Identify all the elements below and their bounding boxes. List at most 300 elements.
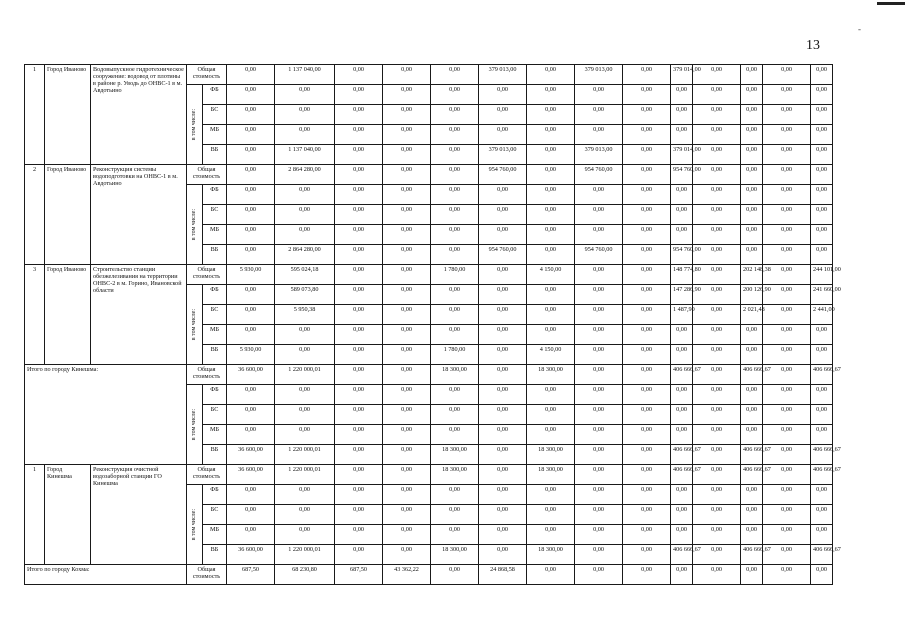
amount-cell: 0,00 — [383, 185, 431, 205]
amount-cell: 0,00 — [227, 525, 275, 545]
amount-cell: 0,00 — [335, 485, 383, 505]
amount-cell: 1 220 000,01 — [275, 365, 335, 385]
amount-cell: 0,00 — [275, 325, 335, 345]
amount-cell: 0,00 — [527, 325, 575, 345]
amount-cell: 0,00 — [575, 205, 623, 225]
amount-cell: 0,00 — [693, 165, 741, 185]
amount-cell: 18 300,00 — [431, 445, 479, 465]
amount-cell: 0,00 — [479, 225, 527, 245]
amount-cell: 2 864 280,00 — [275, 245, 335, 265]
including-label — [187, 85, 203, 165]
amount-cell: 954 760,00 — [575, 245, 623, 265]
amount-cell: 0,00 — [693, 305, 741, 325]
amount-cell: 0,00 — [335, 545, 383, 565]
amount-cell: 0,00 — [623, 225, 671, 245]
amount-cell: 687,50 — [335, 565, 383, 585]
amount-cell: 148 774,80 — [671, 265, 693, 285]
table-row — [25, 265, 882, 285]
amount-cell: 0,00 — [763, 245, 811, 265]
total-cost-label: Общая стоимость — [187, 65, 227, 85]
amount-cell: 0,00 — [671, 485, 693, 505]
row-index: 2 — [25, 165, 45, 265]
amount-cell: 0,00 — [811, 185, 833, 205]
amount-cell: 0,00 — [575, 265, 623, 285]
amount-cell: 0,00 — [227, 145, 275, 165]
amount-cell: 0,00 — [575, 425, 623, 445]
amount-cell: 0,00 — [383, 85, 431, 105]
project-description: Реконструкция системы водоподготовки на ОНВС-1 в м. Авдотьино — [91, 165, 187, 265]
amount-cell: 0,00 — [431, 425, 479, 445]
amount-cell: 0,00 — [693, 345, 741, 365]
amount-cell: 0,00 — [623, 545, 671, 565]
amount-cell: 0,00 — [527, 385, 575, 405]
amount-cell: 0,00 — [763, 85, 811, 105]
amount-cell: 0,00 — [383, 265, 431, 285]
amount-cell: 0,00 — [383, 225, 431, 245]
corner-mark: - — [858, 24, 861, 34]
amount-cell: 200 126,90 — [741, 285, 763, 305]
amount-cell: 0,00 — [527, 565, 575, 585]
amount-cell: 379 013,00 — [575, 145, 623, 165]
amount-cell: 0,00 — [431, 205, 479, 225]
amount-cell: 0,00 — [693, 205, 741, 225]
amount-cell: 0,00 — [383, 365, 431, 385]
table-row — [25, 165, 882, 185]
amount-cell: 0,00 — [811, 85, 833, 105]
amount-cell: 406 666,67 — [741, 445, 763, 465]
amount-cell: 0,00 — [671, 345, 693, 365]
amount-cell: 379 014,00 — [671, 145, 693, 165]
amount-cell: 0,00 — [575, 465, 623, 485]
amount-cell: 0,00 — [275, 85, 335, 105]
amount-cell: 0,00 — [575, 285, 623, 305]
amount-cell: 18 300,00 — [527, 545, 575, 565]
amount-cell: 24 868,58 — [479, 565, 527, 585]
amount-cell: 0,00 — [479, 525, 527, 545]
amount-cell: 0,00 — [811, 65, 833, 85]
amount-cell: 0,00 — [623, 285, 671, 305]
amount-cell: 0,00 — [575, 405, 623, 425]
amount-cell: 0,00 — [383, 65, 431, 85]
amount-cell: 0,00 — [811, 225, 833, 245]
amount-cell: 0,00 — [479, 265, 527, 285]
funding-source-label: ВБ — [203, 145, 227, 165]
amount-cell: 1 780,00 — [431, 265, 479, 285]
amount-cell: 0,00 — [275, 125, 335, 145]
amount-cell: 0,00 — [741, 565, 763, 585]
amount-cell: 0,00 — [227, 285, 275, 305]
amount-cell: 0,00 — [763, 485, 811, 505]
funding-source-label: ВБ — [203, 545, 227, 565]
amount-cell: 0,00 — [335, 265, 383, 285]
amount-cell: 0,00 — [335, 125, 383, 145]
amount-cell: 0,00 — [335, 185, 383, 205]
amount-cell: 0,00 — [575, 485, 623, 505]
amount-cell: 0,00 — [275, 405, 335, 425]
amount-cell: 0,00 — [811, 245, 833, 265]
amount-cell: 0,00 — [527, 185, 575, 205]
amount-cell: 0,00 — [575, 225, 623, 245]
amount-cell: 0,00 — [335, 85, 383, 105]
amount-cell: 0,00 — [431, 325, 479, 345]
amount-cell: 0,00 — [575, 525, 623, 545]
amount-cell: 0,00 — [623, 325, 671, 345]
amount-cell: 0,00 — [741, 325, 763, 345]
amount-cell: 0,00 — [479, 125, 527, 145]
amount-cell: 0,00 — [479, 365, 527, 385]
amount-cell: 36 600,00 — [227, 545, 275, 565]
amount-cell: 0,00 — [227, 385, 275, 405]
total-cost-label: Общая стоимость — [187, 565, 227, 585]
amount-cell: 0,00 — [383, 105, 431, 125]
amount-cell: 0,00 — [431, 85, 479, 105]
funding-source-label: МБ — [203, 125, 227, 145]
amount-cell: 589 073,80 — [275, 285, 335, 305]
amount-cell: 0,00 — [671, 205, 693, 225]
row-index: 1 — [25, 465, 45, 565]
amount-cell: 0,00 — [623, 145, 671, 165]
amount-cell: 1 220 000,01 — [275, 545, 335, 565]
amount-cell: 0,00 — [693, 265, 741, 285]
city-name: Город Иваново — [45, 165, 91, 265]
amount-cell: 0,00 — [741, 245, 763, 265]
amount-cell: 2 441,00 — [811, 305, 833, 325]
amount-cell: 0,00 — [741, 145, 763, 165]
amount-cell: 0,00 — [227, 425, 275, 445]
amount-cell: 0,00 — [693, 365, 741, 385]
amount-cell: 0,00 — [275, 225, 335, 245]
amount-cell: 0,00 — [693, 525, 741, 545]
amount-cell: 0,00 — [693, 325, 741, 345]
amount-cell: 0,00 — [527, 425, 575, 445]
amount-cell: 406 666,67 — [811, 445, 833, 465]
amount-cell: 379 013,00 — [575, 65, 623, 85]
amount-cell: 0,00 — [741, 225, 763, 245]
amount-cell: 0,00 — [383, 465, 431, 485]
including-label — [187, 285, 203, 365]
amount-cell: 0,00 — [431, 385, 479, 405]
amount-cell: 0,00 — [623, 365, 671, 385]
amount-cell: 0,00 — [335, 365, 383, 385]
amount-cell: 0,00 — [623, 125, 671, 145]
project-description: Реконструкция очистной водозаборной станции ГО Кинешма — [91, 465, 187, 565]
amount-cell: 0,00 — [623, 185, 671, 205]
amount-cell: 0,00 — [763, 105, 811, 125]
amount-cell: 406 666,67 — [741, 465, 763, 485]
amount-cell: 0,00 — [763, 225, 811, 245]
funding-source-label: БС — [203, 305, 227, 325]
amount-cell: 0,00 — [431, 165, 479, 185]
amount-cell: 0,00 — [671, 525, 693, 545]
amount-cell: 0,00 — [575, 365, 623, 385]
amount-cell: 0,00 — [811, 105, 833, 125]
amount-cell: 0,00 — [275, 525, 335, 545]
amount-cell: 0,00 — [623, 405, 671, 425]
amount-cell: 0,00 — [763, 285, 811, 305]
amount-cell: 0,00 — [741, 185, 763, 205]
amount-cell: 0,00 — [335, 105, 383, 125]
page-number: 13 — [806, 38, 820, 53]
amount-cell: 0,00 — [383, 165, 431, 185]
amount-cell: 0,00 — [763, 345, 811, 365]
amount-cell: 0,00 — [763, 505, 811, 525]
amount-cell: 379 014,00 — [671, 65, 693, 85]
funding-source-label: МБ — [203, 425, 227, 445]
amount-cell: 4 150,00 — [527, 345, 575, 365]
amount-cell: 0,00 — [227, 185, 275, 205]
amount-cell: 0,00 — [623, 525, 671, 545]
scan-mark — [877, 2, 905, 5]
amount-cell: 0,00 — [527, 225, 575, 245]
amount-cell: 0,00 — [431, 65, 479, 85]
amount-cell: 147 286,90 — [671, 285, 693, 305]
amount-cell: 406 666,67 — [671, 545, 693, 565]
amount-cell: 0,00 — [763, 125, 811, 145]
amount-cell: 0,00 — [693, 385, 741, 405]
amount-cell: 0,00 — [383, 545, 431, 565]
amount-cell: 0,00 — [763, 565, 811, 585]
table-body — [25, 65, 882, 585]
amount-cell: 0,00 — [275, 485, 335, 505]
amount-cell: 0,00 — [383, 205, 431, 225]
city-name: Город Иваново — [45, 65, 91, 165]
amount-cell: 244 101,00 — [811, 265, 833, 285]
amount-cell: 0,00 — [383, 325, 431, 345]
amount-cell: 0,00 — [335, 525, 383, 545]
amount-cell: 0,00 — [431, 105, 479, 125]
table-row — [25, 65, 882, 85]
amount-cell: 406 666,67 — [671, 365, 693, 385]
amount-cell: 595 024,18 — [275, 265, 335, 285]
amount-cell: 954 760,00 — [671, 245, 693, 265]
amount-cell: 379 013,00 — [479, 145, 527, 165]
amount-cell: 0,00 — [479, 85, 527, 105]
amount-cell: 36 600,00 — [227, 365, 275, 385]
amount-cell: 68 230,80 — [275, 565, 335, 585]
funding-source-label: ФБ — [203, 485, 227, 505]
amount-cell: 0,00 — [479, 285, 527, 305]
including-label — [187, 485, 203, 565]
amount-cell: 0,00 — [335, 65, 383, 85]
amount-cell: 0,00 — [763, 365, 811, 385]
amount-cell: 0,00 — [811, 525, 833, 545]
amount-cell: 0,00 — [479, 445, 527, 465]
amount-cell: 0,00 — [335, 205, 383, 225]
amount-cell: 0,00 — [693, 565, 741, 585]
amount-cell: 0,00 — [623, 565, 671, 585]
amount-cell: 0,00 — [227, 65, 275, 85]
funding-source-label: ВБ — [203, 445, 227, 465]
amount-cell: 0,00 — [763, 145, 811, 165]
amount-cell: 0,00 — [383, 145, 431, 165]
amount-cell: 0,00 — [763, 265, 811, 285]
amount-cell: 0,00 — [623, 425, 671, 445]
row-index: 3 — [25, 265, 45, 365]
amount-cell: 0,00 — [383, 125, 431, 145]
amount-cell: 0,00 — [741, 425, 763, 445]
funding-source-label: ФБ — [203, 85, 227, 105]
funding-source-label: МБ — [203, 325, 227, 345]
amount-cell: 0,00 — [431, 185, 479, 205]
amount-cell: 0,00 — [741, 505, 763, 525]
amount-cell: 0,00 — [763, 305, 811, 325]
including-label — [187, 385, 203, 465]
including-text: в том числе: — [191, 108, 197, 141]
amount-cell: 0,00 — [623, 65, 671, 85]
amount-cell: 0,00 — [275, 205, 335, 225]
amount-cell: 0,00 — [575, 185, 623, 205]
amount-cell: 0,00 — [741, 405, 763, 425]
summary-label: Итого по городу Кохма: — [25, 565, 187, 585]
amount-cell: 0,00 — [741, 525, 763, 545]
funding-source-label: ФБ — [203, 385, 227, 405]
amount-cell: 0,00 — [623, 345, 671, 365]
funding-source-label: ФБ — [203, 285, 227, 305]
amount-cell: 0,00 — [527, 485, 575, 505]
amount-cell: 0,00 — [335, 505, 383, 525]
amount-cell: 0,00 — [671, 505, 693, 525]
amount-cell: 1 220 000,01 — [275, 445, 335, 465]
amount-cell: 0,00 — [227, 245, 275, 265]
amount-cell: 0,00 — [575, 105, 623, 125]
amount-cell: 0,00 — [763, 385, 811, 405]
amount-cell: 0,00 — [693, 125, 741, 145]
amount-cell: 0,00 — [275, 105, 335, 125]
amount-cell: 0,00 — [671, 425, 693, 445]
amount-cell: 0,00 — [741, 65, 763, 85]
amount-cell: 0,00 — [383, 405, 431, 425]
amount-cell: 0,00 — [671, 105, 693, 125]
amount-cell: 0,00 — [335, 385, 383, 405]
amount-cell: 0,00 — [763, 65, 811, 85]
amount-cell: 0,00 — [575, 125, 623, 145]
amount-cell: 0,00 — [671, 185, 693, 205]
amount-cell: 0,00 — [479, 505, 527, 525]
amount-cell: 0,00 — [693, 185, 741, 205]
amount-cell: 0,00 — [575, 85, 623, 105]
amount-cell: 0,00 — [479, 105, 527, 125]
amount-cell: 18 300,00 — [527, 465, 575, 485]
amount-cell: 0,00 — [527, 505, 575, 525]
amount-cell: 0,00 — [693, 245, 741, 265]
amount-cell: 0,00 — [623, 505, 671, 525]
project-description: Строительство станции обезжелезивания на территории ОНВС-2 в м. Горино, Ивановской области — [91, 265, 187, 365]
amount-cell: 0,00 — [335, 285, 383, 305]
amount-cell: 0,00 — [227, 225, 275, 245]
amount-cell: 0,00 — [623, 85, 671, 105]
amount-cell: 0,00 — [811, 125, 833, 145]
amount-cell: 0,00 — [335, 225, 383, 245]
amount-cell: 0,00 — [479, 485, 527, 505]
amount-cell: 18 300,00 — [527, 445, 575, 465]
amount-cell: 0,00 — [335, 325, 383, 345]
amount-cell: 0,00 — [227, 165, 275, 185]
amount-cell: 18 300,00 — [527, 365, 575, 385]
amount-cell: 0,00 — [741, 125, 763, 145]
amount-cell: 0,00 — [575, 445, 623, 465]
amount-cell: 2 021,48 — [741, 305, 763, 325]
amount-cell: 5 950,38 — [275, 305, 335, 325]
amount-cell: 18 300,00 — [431, 365, 479, 385]
amount-cell: 0,00 — [383, 445, 431, 465]
amount-cell: 0,00 — [527, 305, 575, 325]
amount-cell: 0,00 — [479, 185, 527, 205]
amount-cell: 0,00 — [623, 165, 671, 185]
amount-cell: 0,00 — [227, 85, 275, 105]
amount-cell: 406 666,67 — [811, 465, 833, 485]
amount-cell: 954 760,00 — [575, 165, 623, 185]
city-name: Город Иваново — [45, 265, 91, 365]
amount-cell: 0,00 — [623, 445, 671, 465]
amount-cell: 0,00 — [227, 325, 275, 345]
amount-cell: 0,00 — [527, 405, 575, 425]
amount-cell: 0,00 — [671, 325, 693, 345]
amount-cell: 0,00 — [431, 505, 479, 525]
amount-cell: 0,00 — [227, 125, 275, 145]
funding-source-label: ВБ — [203, 345, 227, 365]
amount-cell: 0,00 — [335, 345, 383, 365]
amount-cell: 0,00 — [741, 385, 763, 405]
amount-cell: 1 137 040,00 — [275, 65, 335, 85]
amount-cell: 0,00 — [623, 205, 671, 225]
amount-cell: 0,00 — [763, 465, 811, 485]
amount-cell: 0,00 — [275, 425, 335, 445]
amount-cell: 0,00 — [811, 385, 833, 405]
amount-cell: 0,00 — [383, 305, 431, 325]
amount-cell: 0,00 — [431, 525, 479, 545]
amount-cell: 0,00 — [811, 345, 833, 365]
amount-cell: 0,00 — [693, 105, 741, 125]
amount-cell: 0,00 — [227, 105, 275, 125]
amount-cell: 4 150,00 — [527, 265, 575, 285]
amount-cell: 0,00 — [227, 205, 275, 225]
amount-cell: 0,00 — [693, 545, 741, 565]
amount-cell: 0,00 — [693, 505, 741, 525]
amount-cell: 0,00 — [741, 485, 763, 505]
amount-cell: 0,00 — [527, 105, 575, 125]
amount-cell: 0,00 — [431, 145, 479, 165]
amount-cell: 0,00 — [275, 385, 335, 405]
amount-cell: 0,00 — [527, 285, 575, 305]
amount-cell: 0,00 — [811, 405, 833, 425]
amount-cell: 0,00 — [763, 325, 811, 345]
amount-cell: 0,00 — [693, 225, 741, 245]
amount-cell: 0,00 — [335, 425, 383, 445]
amount-cell: 954 760,00 — [671, 165, 693, 185]
amount-cell: 0,00 — [741, 205, 763, 225]
amount-cell: 0,00 — [763, 185, 811, 205]
funding-source-label: ФБ — [203, 185, 227, 205]
city-name: Город Кинешма — [45, 465, 91, 565]
amount-cell: 0,00 — [741, 165, 763, 185]
amount-cell: 0,00 — [479, 325, 527, 345]
amount-cell: 0,00 — [275, 185, 335, 205]
amount-cell: 0,00 — [383, 285, 431, 305]
amount-cell: 0,00 — [431, 485, 479, 505]
row-index: 1 — [25, 65, 45, 165]
table-row — [25, 365, 882, 385]
amount-cell: 1 780,00 — [431, 345, 479, 365]
summary-label: Итого по городу Кинешма: — [25, 365, 187, 465]
funding-source-label: БС — [203, 205, 227, 225]
amount-cell: 0,00 — [479, 425, 527, 445]
amount-cell: 0,00 — [671, 85, 693, 105]
amount-cell: 0,00 — [575, 545, 623, 565]
amount-cell: 1 137 040,00 — [275, 145, 335, 165]
amount-cell: 0,00 — [383, 385, 431, 405]
funding-source-label: БС — [203, 505, 227, 525]
amount-cell: 1 487,90 — [671, 305, 693, 325]
